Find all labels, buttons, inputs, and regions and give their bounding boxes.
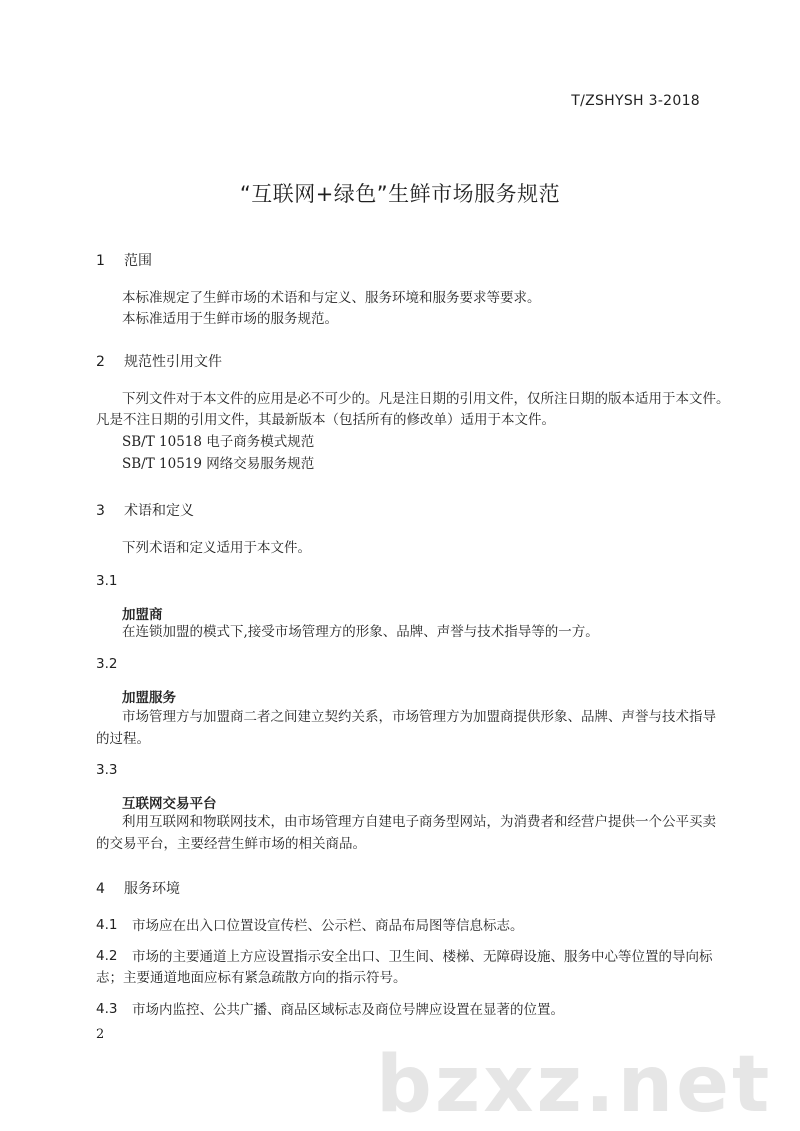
section-title: 术语和定义 (124, 503, 194, 519)
term-definition: 的过程。 (96, 731, 150, 747)
section-number: 1 (96, 253, 105, 269)
clause-text: 志；主要通道地面应标有紧急疏散方向的指示符号。 (96, 970, 407, 986)
clause-text: 市场应在出入口位置设宣传栏、公示栏、商品布局图等信息标志。 (132, 918, 524, 934)
clause-text: 市场内监控、公共广播、商品区域标志及商位号牌应设置在显著的位置。 (132, 1002, 564, 1018)
section-number: 4 (96, 881, 105, 897)
watermark: bzxz.net (376, 1040, 773, 1130)
term-name: 加盟商 (122, 607, 163, 623)
paragraph: 下列文件对于本文件的应用是必不可少的。凡是注日期的引用文件，仅所注日期的版本适用于本文件。 (122, 391, 730, 407)
term-definition: 的交易平台，主要经营生鲜市场的相关商品。 (96, 836, 366, 852)
section-heading-service-environment (96, 878, 180, 898)
section-title: 服务环境 (124, 881, 180, 897)
document-title: “互联网+绿色”生鲜市场服务规范 (239, 182, 561, 206)
term-number: 3.2 (96, 656, 118, 672)
section-title: 规范性引用文件 (124, 354, 222, 370)
term-definition: 在连锁加盟的模式下,接受市场管理方的形象、品牌、声誉与技术指导等的一方。 (122, 624, 599, 640)
section-title: 范围 (124, 253, 152, 269)
section-number: 3 (96, 503, 105, 519)
reference-item: SB/T 10518 电子商务模式规范 (122, 434, 315, 450)
clause-number: 4.2 (96, 948, 118, 964)
standard-number: T/ZSHYSH 3-2018 (571, 93, 700, 109)
page-number: 2 (96, 1027, 105, 1042)
section-number: 2 (96, 354, 105, 370)
reference-item: SB/T 10519 网络交易服务规范 (122, 456, 315, 472)
term-name: 加盟服务 (122, 690, 176, 706)
paragraph: 下列术语和定义适用于本文件。 (122, 540, 311, 556)
clause-text: 市场的主要通道上方应设置指示安全出口、卫生间、楼梯、无障碍设施、服务中心等位置的导向标 (132, 949, 713, 965)
term-name: 互联网交易平台 (122, 796, 217, 812)
term-number: 3.1 (96, 573, 118, 589)
section-heading-scope (96, 250, 152, 270)
clause-number: 4.3 (96, 1001, 118, 1017)
paragraph: 本标准适用于生鲜市场的服务规范。 (122, 311, 338, 327)
paragraph: 凡是不注日期的引用文件，其最新版本（包括所有的修改单）适用于本文件。 (96, 412, 555, 428)
clause-number: 4.1 (96, 917, 118, 933)
term-definition: 利用互联网和物联网技术，由市场管理方自建电子商务型网站，为消费者和经营户提供一个公平买卖 (122, 814, 716, 830)
section-heading-normative-references (96, 351, 222, 371)
term-number: 3.3 (96, 762, 118, 778)
paragraph: 本标准规定了生鲜市场的术语和与定义、服务环境和服务要求等要求。 (122, 290, 541, 306)
section-heading-terms-definitions (96, 500, 194, 520)
term-definition: 市场管理方与加盟商二者之间建立契约关系，市场管理方为加盟商提供形象、品牌、声誉与技术指导 (122, 709, 716, 725)
